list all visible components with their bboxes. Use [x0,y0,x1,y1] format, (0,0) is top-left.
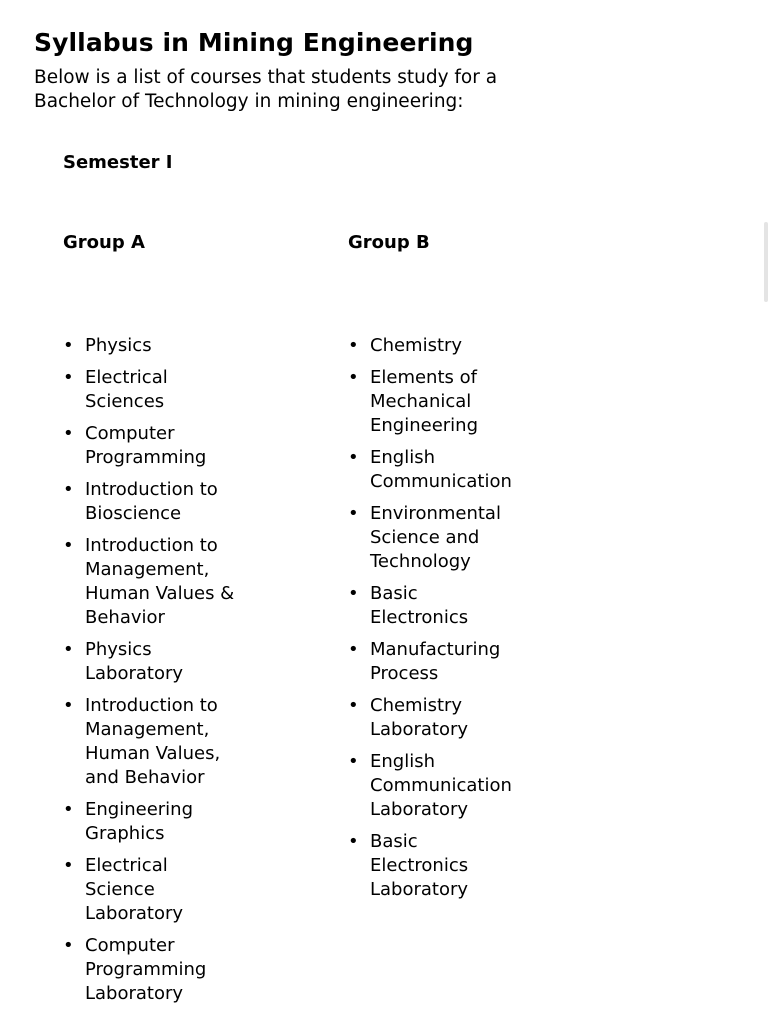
course-item: • Introduction to Management, Human Values, and Behavior [85,694,245,790]
course-item: • Physics [85,334,265,358]
group-a-heading: Group A [63,232,145,253]
page-title: Syllabus in Mining Engineering [34,28,474,57]
course-item: • Introduction to Bioscience [85,478,245,526]
semester-heading: Semester I [63,152,173,173]
group-a-course-list [85,334,265,1014]
course-item: • Elements of Mechanical Engineering [370,366,500,438]
course-item: • Electrical Science Laboratory [85,854,205,926]
course-item: • Chemistry Laboratory [370,694,490,742]
course-item: • Engineering Graphics [85,798,225,846]
course-item: • English Communication [370,446,535,494]
group-b-heading: Group B [348,232,430,253]
course-item: • Basic Electronics [370,582,490,630]
scrollbar[interactable] [764,222,768,302]
course-item: • Physics Laboratory [85,638,205,686]
course-item: • Chemistry [370,334,550,358]
course-item: • Basic Electronics Laboratory [370,830,490,902]
course-item: • English Communication Laboratory [370,750,535,822]
course-item: • Computer Programming [85,422,235,470]
group-b-course-list [370,334,550,910]
course-item: • Electrical Sciences [85,366,205,414]
course-item: • Environmental Science and Technology [370,502,530,574]
intro-paragraph [34,66,574,114]
intro-line-2: Bachelor of Technology in mining engineering: [34,91,464,112]
course-item: • Introduction to Management, Human Values & Behavior [85,534,260,630]
course-item: • Manufacturing Process [370,638,530,686]
intro-line-1: Below is a list of courses that students study for a [34,67,498,88]
course-item: • Computer Programming Laboratory [85,934,235,1006]
